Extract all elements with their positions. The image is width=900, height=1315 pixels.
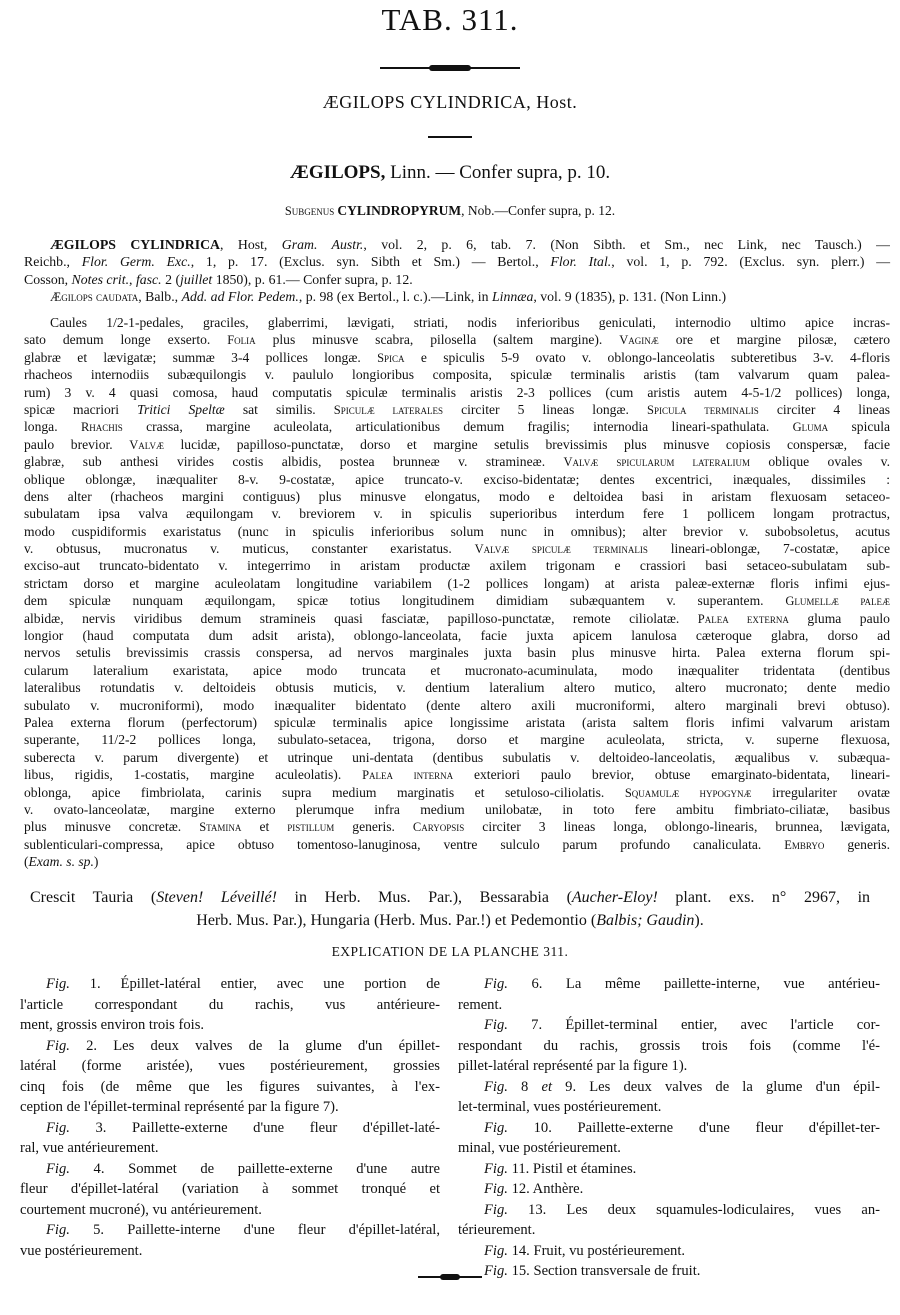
text-line — [24, 662, 890, 679]
bottom-ornament — [418, 1275, 482, 1279]
text-run: plant. exs. n° 2967, in — [657, 889, 871, 906]
text-line — [30, 909, 870, 932]
text-line — [24, 349, 890, 366]
text-run: , vol. 1, p. 792. (Exclus. syn. plerr.) — — [611, 254, 891, 270]
text-line — [24, 505, 890, 522]
text-run: 7. Épillet-terminal entier, avec l'article cor- — [507, 1017, 880, 1033]
bold-text: CYLINDROPYRUM — [337, 203, 462, 218]
text-run: modo cuspidiformis exaristatus (nunc in spiculis inferioribus solum nunc in omnibus); alter brevior v. subobsoletus, acutus — [24, 523, 890, 539]
description-block — [24, 314, 890, 871]
text-run: circiter 5 lineas longæ. — [443, 401, 648, 417]
small-caps-text: Rhachis — [80, 420, 123, 435]
text-line — [458, 1179, 880, 1200]
text-run: longior (haud computata dum adsit arista), oblongo-lanceolata, facie juxta apicem lanulosa cæteroque glabra, dorso ad — [24, 628, 890, 644]
italic-text: Steven! Léveillé! — [156, 889, 277, 906]
text-line — [24, 557, 890, 574]
text-run: Herb. Mus. Par.), Hungaria (Herb. Mus. Par.!) et Pedemontio ( — [196, 912, 597, 929]
text-line — [24, 453, 890, 470]
text-run: , vol. 9 (1835), p. 131. (Non Linn.) — [533, 289, 727, 305]
explication-heading: EXPLICATION DE LA PLANCHE 311. — [331, 944, 569, 959]
text-run: v. ovato-lanceolatæ, margine externo plerumque infra medium unilobatæ, in toto fere ambitu fimbriato-ciliatæ, basibus — [24, 801, 890, 817]
text-run: sat similis. — [224, 401, 334, 417]
italic-text: Fig. — [46, 1222, 70, 1238]
text-run: rum) 3 v. 4 quasi comosa, haud computatis spiculæ terminalis aristis 2-3 pollices (cum aristis autem 4-5-1/2 pollices) longa, — [24, 384, 890, 400]
text-line — [458, 974, 880, 995]
text-run: latéral (forme aristée), vues postérieurement, grossies — [20, 1058, 440, 1074]
text-run: 6. La même paillette-interne, vue antérieu- — [507, 976, 880, 992]
text-run: lateralibus rotundatis v. deltoideis obtusis muticis, v. dentium lateralium altero mutico, altero mucronato; dente medio — [24, 680, 890, 696]
text-run: Cosson, — [24, 271, 72, 287]
text-run: glabræ, sub anthesi virides costis albidis, postea brunneæ v. stramineæ. — [24, 454, 564, 470]
small-caps-text: Glumellæ paleæ — [785, 594, 891, 609]
text-run: libus, rigidis, 1-costatis, margine aculeolatis). — [24, 767, 363, 783]
text-run: rhacheos internodiis subæquilongis v. paululo longioribus composita, spiculæ terminalis aristis (tam valvarum quam palea- — [24, 367, 890, 383]
text-line — [458, 1056, 880, 1077]
text-line — [458, 1097, 880, 1118]
italic-text: Fig. — [46, 976, 70, 992]
small-caps-text: Ægilops caudata — [50, 290, 139, 305]
text-run: 11. Pistil et étamines. — [507, 1160, 637, 1177]
italic-text: Aucher-Eloy! — [571, 889, 658, 906]
italic-text: Fig. — [484, 1078, 508, 1095]
italic-text: Fig. — [484, 1201, 508, 1218]
text-run: circiter 3 lineas longa, oblongo-linearis, brunnea, lævigata, — [464, 819, 891, 835]
text-line — [24, 679, 890, 696]
italic-text: fasc. — [135, 271, 162, 287]
text-run: , Nob.—Confer supra, p. 12. — [461, 203, 616, 218]
text-run: ( — [24, 854, 29, 870]
italic-text: juillet — [180, 271, 213, 287]
text-line — [458, 1036, 880, 1057]
italic-text: Fig. — [46, 1119, 70, 1136]
text-run: , Host, — [220, 237, 282, 252]
text-run: strictam dorso et margine aculeolatam longitudine variabilem (1-2 pollices longam) at arista paleæ-externæ floris infimi ejus- — [24, 575, 890, 591]
text-line — [458, 1118, 880, 1139]
explication-left-column — [20, 974, 440, 1261]
text-run: glabræ et lævigatæ; summæ 3-4 pollices longæ. — [24, 349, 378, 365]
text-line — [458, 1220, 880, 1241]
text-run: 13. Les deux squamules-lodiculaires, vues an- — [507, 1201, 880, 1218]
text-run: spicula — [828, 419, 891, 435]
text-line — [20, 1015, 440, 1036]
text-line — [24, 271, 890, 288]
text-run: generis. — [824, 836, 891, 852]
text-run: 14. Fruit, vu postérieurement. — [507, 1242, 686, 1259]
text-run: oblique oblongæ, inæqualiter 8-v. 9-costatæ, apice truncato-v. exciso-bidentatæ; dentes excentrici, inæquales, dissimiles : — [24, 471, 890, 487]
text-run: et — [241, 819, 288, 835]
text-line — [24, 714, 890, 731]
text-run: vue postérieurement. — [20, 1242, 143, 1259]
italic-text: Flor. Ital. — [550, 254, 612, 270]
text-line — [458, 1015, 880, 1036]
text-line — [24, 818, 890, 835]
text-run: cinq fois (de même que les figures suivantes, à l'ex- — [20, 1078, 440, 1095]
text-line — [24, 627, 890, 644]
italic-text: Fig. — [484, 1119, 508, 1136]
small-caps-text: Spica — [377, 350, 405, 365]
text-run: lineari-oblongæ, 7-costatæ, apice — [647, 541, 890, 557]
genus-name: ÆGILOPS, — [289, 162, 386, 183]
text-run: gluma paulo — [788, 610, 890, 626]
text-run: 12. Anthère. — [507, 1181, 584, 1197]
text-run: oblique ovales v. — [749, 454, 890, 470]
text-line — [458, 1138, 880, 1159]
italic-text: Fig. — [484, 1017, 508, 1033]
italic-text: Balbis; Gaudin — [596, 912, 695, 929]
small-caps-text: Valvæ spicularum lateralium — [563, 455, 750, 470]
text-line — [24, 575, 890, 592]
ornament-divider — [380, 66, 520, 70]
text-run: v. obtusus, mucronatus v. muticus, constanter exaristatus. — [24, 541, 475, 557]
text-run: respondant du rachis, grossis trois fois (comme l'é- — [458, 1037, 880, 1054]
text-run: subulatam ipsa valva æquilongam v. breviorem v. in spiculis superioribus interdum fere 1 pollicem longam protractus, — [24, 506, 890, 522]
text-run: lucidæ, papilloso-punctatæ, dorso et margine setulis brevissimis plus minusve copiosis conspersæ, facie — [163, 436, 890, 452]
italic-text: Add. ad Flor. Pedem. — [181, 289, 299, 305]
text-line — [458, 1200, 880, 1221]
text-line — [24, 836, 890, 853]
italic-text: Fig. — [484, 1242, 508, 1259]
text-run: irregulariter ovatæ — [751, 784, 890, 800]
bold-text: ÆGILOPS CYLINDRICA — [50, 237, 221, 252]
text-line — [24, 801, 890, 818]
text-run: exciso-aut truncato-bidentato v. integerrimo in aristam productæ axilem trigonam e crassiori basi setaceo-subulatam sub- — [24, 558, 890, 574]
genus-heading — [0, 162, 900, 184]
text-line — [24, 288, 890, 305]
plate-number: TAB. 311. — [381, 2, 519, 37]
text-line — [24, 749, 890, 766]
text-line — [20, 1241, 440, 1262]
text-run: ral, vue antérieurement. — [20, 1140, 159, 1156]
text-run: pillet-latéral représenté par la figure 1). — [458, 1058, 688, 1074]
synonymy-block — [24, 236, 890, 306]
italic-text: Gram. Austr. — [281, 237, 364, 252]
small-caps-text: Caryopsis — [412, 820, 465, 835]
text-run: Caules 1/2-1-pedales, graciles, glaberrimi, lævigati, striati, nodis inferioribus geniculati, internodio ultimo apice incras- — [50, 315, 890, 330]
text-line — [20, 1200, 440, 1221]
text-line — [24, 488, 890, 505]
explication-right-column — [458, 974, 880, 1282]
text-run: 10. Paillette-externe d'une fleur d'épillet-ter- — [507, 1119, 880, 1136]
text-line — [20, 1097, 440, 1118]
text-run: spicæ macriori — [24, 401, 138, 417]
text-run: fleur d'épillet-latéral (variation à sommet tronqué et — [20, 1181, 440, 1197]
text-run: térieurement. — [458, 1222, 536, 1238]
text-run: longa. — [24, 419, 81, 435]
text-run: 2 ( — [161, 271, 181, 287]
text-run: crassa, margine aculeolata, articulationibus demum fragilis; internodia lineari-spathulata. — [122, 419, 793, 435]
small-caps-text: Palea interna — [362, 768, 454, 783]
text-line — [24, 853, 890, 870]
text-line — [20, 1036, 440, 1057]
text-run: 4. Sommet de paillette-externe d'une autre — [69, 1160, 440, 1177]
text-run: 1. Épillet-latéral entier, avec une portion de — [69, 976, 440, 992]
subgenus-line — [0, 202, 900, 219]
text-run: plus minusve scabra, pilosella (saltem margine). — [255, 332, 620, 348]
text-line — [24, 401, 890, 418]
text-line — [24, 253, 890, 270]
italic-text: Fig. — [46, 1037, 70, 1054]
small-caps-text: Squamulæ hypogynæ — [624, 785, 752, 800]
small-caps-text: Palea externa — [697, 611, 789, 626]
text-run: l'article correspondant du rachis, vus antérieure- — [20, 996, 440, 1013]
text-run: nervos setulis brevissimis crassis conspersa, ad nervos marginales juxta basin plus minusve hirta. Palea externa florum spi- — [24, 645, 890, 661]
text-run: e spiculis 5-9 ovato v. oblongo-lanceolatis subteretibus 3-v. 4-floris — [404, 349, 890, 365]
text-run: dens alter (rhacheos margini contiguus) plus minusve elongatus, modo e deltoidea basi in aristam flexuosam setaceo- — [24, 488, 890, 504]
text-run: let-terminal, vues postérieurement. — [458, 1099, 662, 1115]
text-run: cularum lateralium exaristata, apice modo truncata et mucronato-acuminulata, modo inæqualiter tridentata (dentibus — [24, 662, 890, 678]
text-line — [24, 610, 890, 627]
text-line — [458, 1241, 880, 1262]
text-line — [20, 1179, 440, 1200]
text-run: , — [129, 271, 136, 287]
text-run: minal, vue postérieurement. — [458, 1140, 621, 1156]
text-run: in Herb. Mus. Par.), Bessarabia ( — [276, 889, 572, 906]
text-line — [24, 540, 890, 557]
text-line — [24, 436, 890, 453]
text-line — [24, 471, 890, 488]
text-line — [20, 1138, 440, 1159]
text-run: plus minusve concretæ. — [24, 819, 200, 835]
text-run: 8 — [507, 1078, 542, 1095]
small-caps-text: Valvæ spiculæ terminalis — [474, 542, 648, 557]
text-run: ) — [93, 854, 99, 870]
text-run: albidæ, nervis viridibus demum stramineis quasi fasciatæ, papilloso-punctatæ, remote ciliolatæ. — [24, 610, 698, 626]
text-line — [458, 1077, 880, 1098]
text-run: courtement mucroné), vu antérieurement. — [20, 1201, 262, 1218]
text-line — [20, 1220, 440, 1241]
text-run: 5. Paillette-interne d'une fleur d'épillet-latéral, — [69, 1222, 440, 1238]
text-run: ception de l'épillet-terminal représenté par la figure 7). — [20, 1099, 339, 1115]
text-run: , Balb., — [138, 289, 182, 305]
italic-text: Exam. s. sp. — [28, 854, 94, 870]
short-rule — [428, 135, 472, 139]
text-run: ore et margine pilosæ, cætero — [658, 332, 891, 348]
text-run: Palea externa florum (perfectorum) spiculæ terminalis apice longissime aristata (arista saltem floris infimi valvarum aristam — [24, 714, 890, 730]
text-run: exteriori paulo brevior, obtuse emarginato-bidentata, lineari- — [453, 767, 890, 783]
text-run: dem spiculæ nunquam æquilongam, spicæ totius longitudinem dimidiam subæquantem v. superantem. — [24, 593, 786, 609]
distribution-block — [30, 886, 870, 932]
small-caps-text: Spicula terminalis — [647, 402, 759, 417]
italic-text: Flor. Germ. Exc. — [81, 254, 191, 270]
text-line — [24, 731, 890, 748]
small-caps-text: Embryo — [784, 837, 825, 852]
italic-text: Tritici Speltæ — [137, 401, 225, 417]
text-line — [24, 644, 890, 661]
italic-text: Fig. — [484, 1263, 508, 1279]
text-line — [24, 366, 890, 383]
small-caps-text: Gluma — [792, 420, 829, 435]
text-run: 9. Les deux valves de la glume d'un épil- — [552, 1078, 880, 1095]
small-caps-text: pistillum — [287, 820, 335, 835]
text-run: 3. Paillette-externe d'une fleur d'épillet-laté- — [69, 1119, 440, 1136]
italic-text: Fig. — [484, 1160, 508, 1177]
text-run: , vol. 2, p. 6, tab. 7. (Non Sibth. et Sm., nec Link, nec Tausch.) — — [363, 237, 890, 252]
text-run: , 1, p. 17. (Exclus. syn. Sibth et Sm.) — Bertol., — [190, 254, 551, 270]
text-line — [24, 384, 890, 401]
italic-text: Fig. — [484, 976, 508, 992]
text-line — [24, 523, 890, 540]
small-caps-text: Stamina — [199, 820, 242, 835]
text-run: , p. 98 (ex Bertol., l. c.).—Link, in — [298, 289, 492, 305]
text-line — [20, 995, 440, 1016]
text-line — [24, 418, 890, 435]
small-caps-text: Subgenus — [284, 204, 338, 218]
text-line — [24, 592, 890, 609]
text-run: 15. Section transversale de fruit. — [507, 1263, 701, 1279]
text-line — [20, 974, 440, 995]
text-run: 1850), p. 61.— Confer supra, p. 12. — [212, 271, 413, 287]
species-title: ÆGILOPS CYLINDRICA, Host. — [322, 92, 578, 112]
italic-text: et — [541, 1078, 553, 1095]
text-line — [20, 1056, 440, 1077]
small-caps-text: Spiculæ laterales — [333, 402, 444, 417]
text-line — [24, 331, 890, 348]
text-line — [20, 1118, 440, 1139]
text-run: superante, 11/2-2 pollices longa, subulato-setacea, trigona, dorso et margine aculeolata, stricta, v. superne flexuosa, — [24, 732, 890, 748]
italic-text: Fig. — [46, 1160, 70, 1177]
text-line — [24, 766, 890, 783]
italic-text: Linnæa — [491, 289, 534, 305]
text-run: subulato v. mucroniformi), modo inæqualiter bidentato (dente altero axili mucroniformi, altero marginali brevi obtuso). — [24, 697, 890, 713]
text-run: generis. — [334, 819, 413, 835]
italic-text: Notes crit. — [71, 271, 130, 287]
text-line — [24, 697, 890, 714]
text-run: 2. Les deux valves de la glume d'un épillet- — [69, 1037, 440, 1054]
text-line — [458, 1261, 880, 1282]
text-run: sato demum longe exserto. — [24, 332, 228, 348]
text-run: ment, grossis environ trois fois. — [20, 1017, 205, 1033]
text-line — [30, 886, 870, 909]
text-line — [24, 236, 890, 253]
small-caps-text: Vaginæ — [619, 333, 659, 348]
text-run: oblonga, apice fimbriolata, carinis supra medium marginatis et setuloso-ciliolatis. — [24, 784, 625, 800]
text-line — [24, 314, 890, 331]
text-line — [20, 1159, 440, 1180]
small-caps-text: Valvæ — [129, 437, 164, 452]
text-run: rement. — [458, 996, 503, 1013]
text-run: Reichb., — [24, 254, 82, 270]
text-run: circiter 4 lineas — [758, 401, 891, 417]
text-run: sublenticulari-compressa, apice obtuso tomentoso-lanuginosa, ventre sulculo parum profundo canaliculata. — [24, 836, 785, 852]
genus-reference: Linn. — Confer supra, p. 10. — [385, 162, 611, 183]
text-line — [20, 1077, 440, 1098]
small-caps-text: Folia — [227, 333, 256, 348]
text-run: suberecta v. parum divergente) et utrinque uni-dentata (dentibus subulatis v. deltoideo-lanceolatis, æqualibus v. subæqua- — [24, 749, 890, 765]
text-line — [458, 995, 880, 1016]
text-line — [458, 1159, 880, 1180]
text-run: Crescit Tauria ( — [30, 889, 157, 906]
italic-text: Fig. — [484, 1181, 508, 1197]
text-line — [24, 784, 890, 801]
text-run: ). — [694, 912, 704, 929]
text-run: paulo brevior. — [24, 436, 130, 452]
